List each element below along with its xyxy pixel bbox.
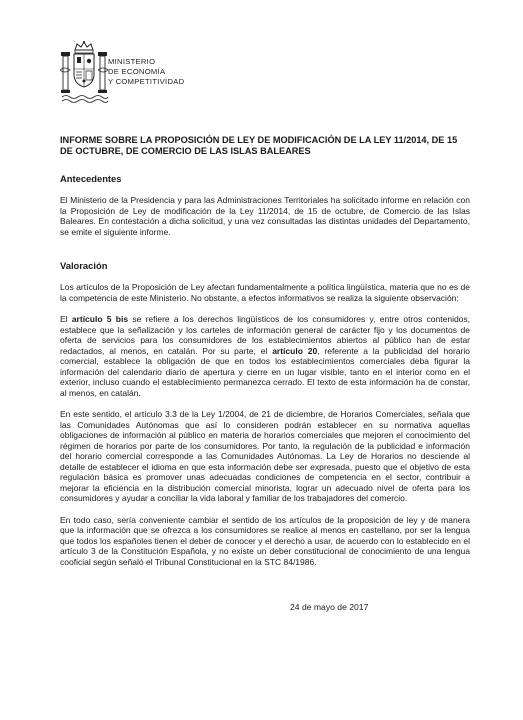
section-heading-antecedentes: Antecedentes [60,173,122,184]
paragraph-valoracion-2 [60,314,470,398]
document-title: INFORME SOBRE LA PROPOSICIÓN DE LEY DE MODIFICACIÓN DE LA LEY 11/2014, DE 15 DE OCTUBRE, DE COMERCIO DE LAS ISLAS BALEARES [60,135,458,156]
paragraph-valoracion-1: Los artículos de la Proposición de Ley afectan fundamentalmente a política lingüística, materia que no es de la competencia de este Ministerio. No obstante, a efectos informativos se realiza la siguiente observación: [60,282,470,303]
p2-text-c: se refiere a los derechos lingüísticos de los consumidores y, entre otros contenidos, establece que la señalización y los carteles de información general de carácter fijo y los documentos de oferta de servicios para los consumidores de los establecimientos abiertos al público han de estar redactados, al menos, en catalán. Por su parte, el [60,314,471,356]
ministry-line-1: MINISTERIO [108,57,156,66]
letterhead [58,40,278,110]
section-heading-valoracion: Valoración [60,260,108,271]
ministry-line-3: Y COMPETITIVIDAD [108,77,185,86]
ministry-name [108,57,184,87]
p2-text-a: El [60,314,72,324]
paragraph-valoracion-4: En todo caso, sería conveniente cambiar el sentido de los artículos de la proposición de ley y de manera que la información que se ofrezca a los consumidores se realice al menos en castellano, por ser la lengua que todos los españoles tienen el deber de conocer y el derecho a usar, de acuerdo con lo establecido en el artículo 3 de la Constitución Española, y no existe un deber constitucional de conocimiento de una lengua cooficial según señaló el Tribunal Constitucional en la STC 84/1986. [60,514,470,567]
paragraph-valoracion-3: En este sentido, el artículo 3.3 de la Ley 1/2004, de 21 de diciembre, de Horarios Comerciales, señala que las Comunidades Autónomas que así lo consideren podrán establecer en su normativa aquellas obligaciones de información al público en materia de horarios comerciales que mejoren el conocimiento del régimen de horarios por parte de los consumidores. Por tanto, la regulación de la publicidad e información del horario comercial corresponde a las Comunidades Autónomas. La Ley de Horarios no desciende al detalle de establecer el idioma en que esta información debe ser expresada, puesto que el objetivo de esta regulación básica es promover unas adecuadas condiciones de competencia en el sector, contribuir a mejorar la eficiencia en la distribución comercial minorista, lograr un adecuado nivel de oferta para los consumidores y ayudar a conciliar la vida laboral y familiar de los trabajadores del comercio. [60,409,470,503]
article-5-bis-ref: artículo 5 bis [71,314,129,324]
ministry-line-2: DE ECONOMÍA [108,67,166,76]
spain-coat-of-arms-icon [58,40,110,104]
p2-text-e: , referente a la publicidad del horario comercial, establece la obligación de que en todos los establecimientos comerciales deba figurar la información del calendario diario de apertura y cierre en un lugar visible, tanto en el interior como en el exterior, incluso cuando el establecimiento permanezca cerrado. El texto de esta información ha de constar, al menos, en catalán. [60,345,470,398]
paragraph-antecedentes: El Ministerio de la Presidencia y para las Administraciones Territoriales ha solicitado informe en relación con la Proposición de Ley de modificación de la Ley 11/2014, de 15 de octubre, de Comercio de las Islas Baleares. En contestación a dicha solicitud, y una vez consultadas las distintas unidades del Departamento, se emite el siguiente informe. [60,195,470,237]
document-date: 24 de mayo de 2017 [290,602,369,612]
document-body [60,135,470,567]
article-20-ref: artículo 20 [272,345,318,356]
